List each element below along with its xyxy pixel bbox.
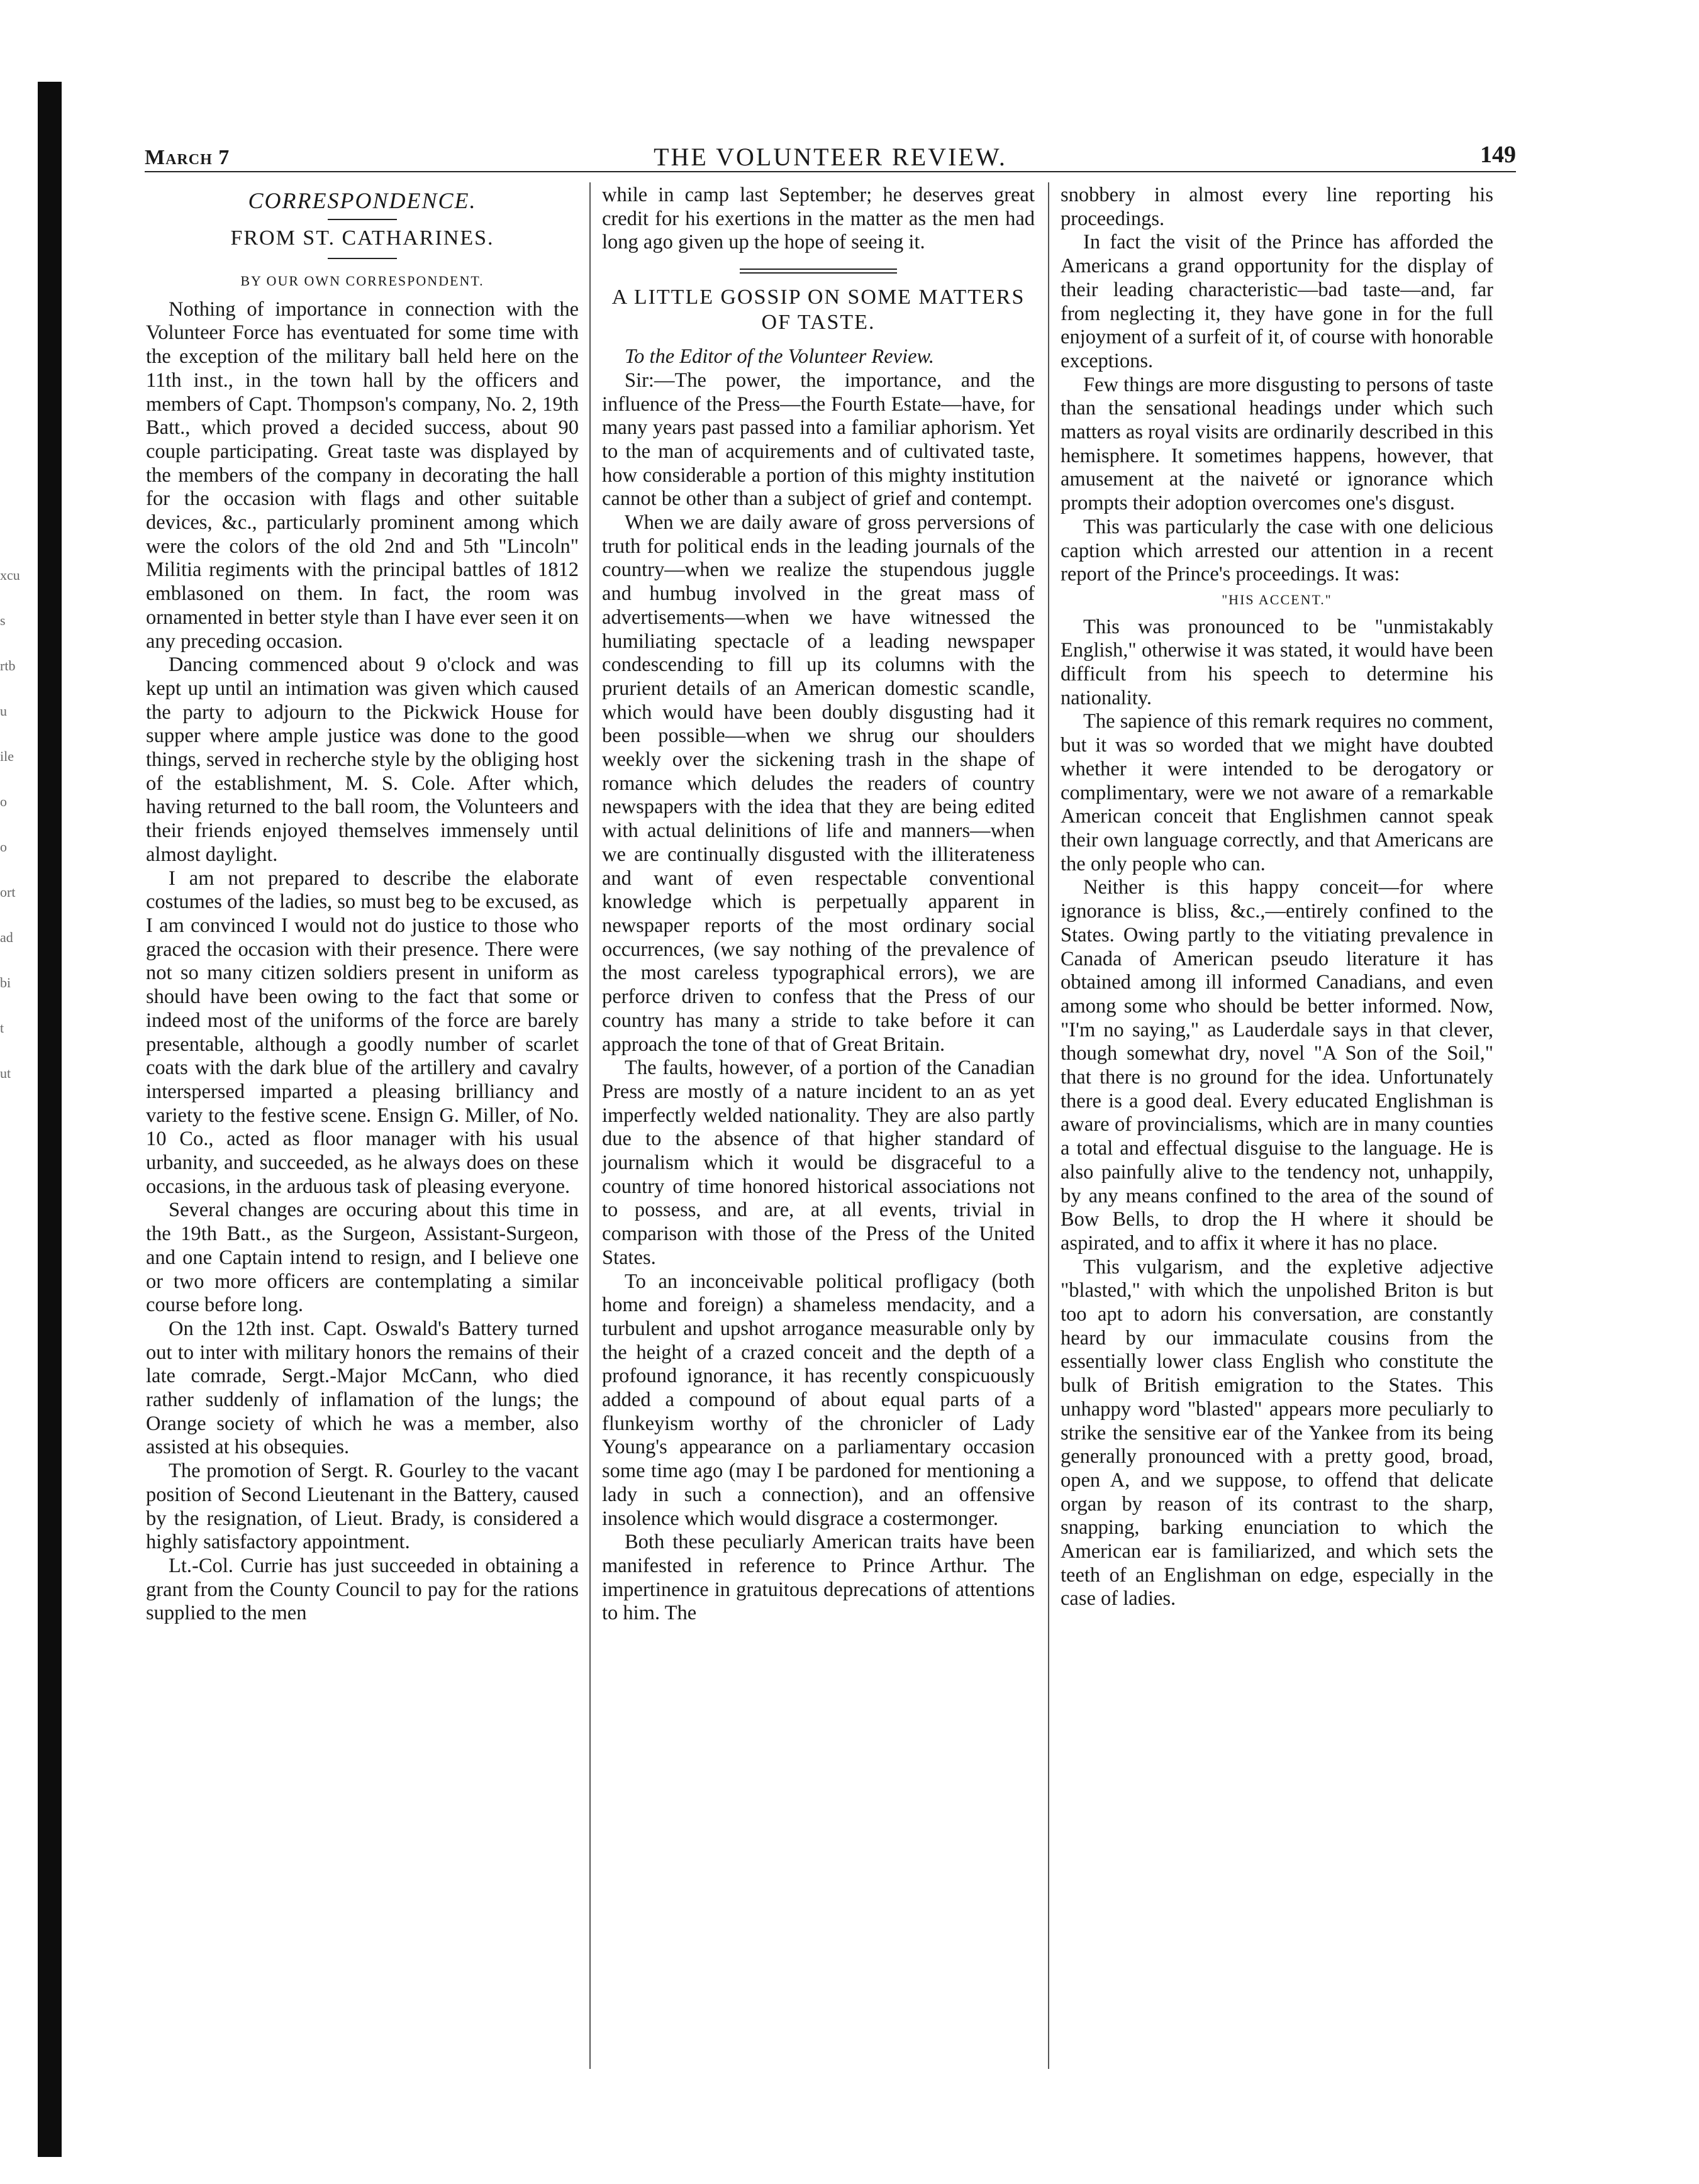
column-1 [146, 184, 579, 1626]
continued-paragraph: while in camp last September; he deserves great credit for his exertions in the matter as the men had long ago given up the hope of seeing it. [602, 184, 1035, 254]
quoted-caption: "HIS ACCENT." [1222, 591, 1332, 607]
section-title: CORRESPONDENCE. [248, 188, 477, 213]
paragraph: Several changes are occuring about this time in the 19th Batt., as the Surgeon, Assistant-Surgeon, and one Captain intend to resign, and I believe one or two more officers are contemplating a similar course before long. [146, 1199, 579, 1317]
column-divider [1048, 182, 1049, 2069]
binding-edge [38, 82, 62, 2157]
column-3 [1061, 184, 1493, 1611]
margin-fragment: ad [0, 929, 13, 945]
margin-fragment: bi [0, 975, 11, 990]
page-header [145, 138, 1516, 176]
page-number: 149 [1480, 141, 1516, 168]
title-rule [328, 219, 397, 220]
title-rule [328, 258, 397, 259]
paragraph: This vulgarism, and the expletive adjective "blasted," with which the unpolished Briton is but too apt to adorn his conversation, are constantly heard by our immaculate cousins from the essentially lower class English who constitute the bulk of British emigration to the States. This unhappy word "blasted" appears more peculiarly to strike the sensitive ear of the Yankee from its being generally pronounced with a pretty good, broad, open A, and we suppose, to offend that delicate organ by reason of its contrast to the sharp, snapping, barking enunciation to which the American ear is familiarized, and which sets the teeth of an Englishman on edge, especially in the case of ladies. [1061, 1255, 1493, 1610]
continued-paragraph: snobbery in almost every line reporting his proceedings. [1061, 184, 1493, 230]
paragraph: Neither is this happy conceit—for where ignorance is bliss, &c.,—entirely confined to the States. Owing partly to the vitiating prevalence in Canada of American pseudo literature it has obtained among ill informed Canadians, and even among some who should be better informed. Now, "I'm no saying," as Lauderdale says in that clever, though somewhat dry, novel "A Son of the Soil," that there is no ground for the idea. Unfortunately there is a good deal. Every educated Englishman is aware of provincialisms, which are in many counties a total and effectual disguise to the language. He is also painfully alive to the tendency not, unhappily, by any means confined to the area of the sound of Bow Bells, to drop the H where it should be aspirated, and to affix it where it has no place. [1061, 876, 1493, 1255]
paragraph: Nothing of importance in connection with the Volunteer Force has eventuated for some time with the exception of the military ball held here on the 11th inst., in the town hall by the officers and members of Capt. Thompson's company, No. 2, 19th Batt., which proved a decided success, about 90 couple participating. Great taste was displayed by the members of the company in decorating the hall for the occasion with flags and other suitable devices, &c., particularly prominent among which were the colors of the old 2nd and 5th "Lincoln" Militia regiments with the principal battles of 1812 emblasoned on them. In fact, the room was ornamented in better style than I have ever seen it on any preceding occasion. [146, 297, 579, 653]
margin-fragment: rtb [0, 658, 16, 673]
margin-fragment: s [0, 613, 6, 628]
section-title: A LITTLE GOSSIP ON SOME MATTERS OF TASTE. [611, 285, 1025, 335]
margin-fragment: o [0, 794, 7, 809]
paragraph: Dancing commenced about 9 o'clock and was kept up until an intimation was given which caused the party to adjourn to the Pickwick House for supper where ample justice was done to the good things, served in recherche style by the obliging host of the establishment, M. S. Cole. After which, having returned to the ball room, the Volunteers and their friends enjoyed themselves immensely until almost daylight. [146, 653, 579, 866]
issue-date: March 7 [145, 146, 230, 169]
margin-fragment: ile [0, 748, 14, 764]
column-divider [589, 182, 591, 2069]
paragraph: On the 12th inst. Capt. Oswald's Battery turned out to inter with military honors the remains of their late comrade, Sergt.-Major McCann, who died rather suddenly of inflamation of the lungs; the Orange society of which he was a member, also assisted at his obsequies. [146, 1317, 579, 1459]
margin-marks [0, 566, 38, 1509]
paragraph: The promotion of Sergt. R. Gourley to the vacant position of Second Lieutenant in the Battery, caused by the resignation, of Lieut. Brady, is considered a highly satisfactory appointment. [146, 1460, 579, 1554]
header-rule [145, 171, 1516, 172]
paragraph: In fact the visit of the Prince has afforded the Americans a grand opportunity for the display of their leading characteristic—bad taste—and, far from neglecting it, they have gone in for the full enjoyment of a surfeit of it, of course with honorable exceptions. [1061, 231, 1493, 372]
paragraph: Both these peculiarly American traits have been manifested in reference to Prince Arthur. The impertinence in gratuitous deprecations of attentions to him. The [602, 1531, 1035, 1625]
paragraph: I am not prepared to describe the elaborate costumes of the ladies, so must beg to be excused, as I am convinced I would not do justice to those who graced the occasion with their presence. There were not so many citizen soldiers present in uniform as should have been owing to the fact that some or indeed most of the uniforms of the force are barely presentable, although a goodly number of scarlet coats with the dark blue of the artillery and cavalry interspersed imparted a pleasing brilliancy and variety to the festive scene. Ensign G. Miller, of No. 10 Co., acted as floor manager with his usual urbanity, and succeeded, as he always does on these occasions, in the arduous task of pleasing everyone. [146, 867, 579, 1198]
paragraph: The sapience of this remark requires no comment, but it was so worded that we might have doubted whether it were intended to be derogatory or complimentary, were we not aware of a remarkable American conceit that Englishmen cannot speak their own language correctly, and that Americans are the only people who can. [1061, 710, 1493, 875]
paragraph: When we are daily aware of gross perversions of truth for political ends in the leading journals of the country—when we realize the stupendous juggle and humbug involved in the great mass of advertisements—when we have witnessed the humiliating spectacle of a leading newspaper condescending to fill up its columns with the prurient details of an American domestic scandle, which would have been doubly disgusting had it been possible—when we shrug our shoulders weekly over the sickening trash in the shape of romance which deludes the readers of country newspapers with the idea that they are being edited with actual delinitions of life and manners—when we are continually disgusted with the illiterateness and want of even respectable conventional knowledge which is perpetually apparent in newspaper reports of the most ordinary social occurrences, (we say nothing of the prevalence of the most careless typographical errors), we are perforce driven to confess that the Press of our country has many a stride to take before it can approach the tone of that of Great Britain. [602, 511, 1035, 1056]
publication-title: THE VOLUNTEER REVIEW. [654, 143, 1007, 171]
paragraph: This was pronounced to be "unmistakably English," otherwise it was stated, it would have been difficult from his speech to determine his nationality. [1061, 615, 1493, 709]
paragraph: The faults, however, of a portion of the Canadian Press are mostly of a nature incident to an as yet imperfectly welded nationality. They are also partly due to the absence of that higher standard of journalism which it would be disgraceful to a country of time honored historical associations not to possess, and are, at all events, trivial in comparison with those of the Press of the United States. [602, 1056, 1035, 1269]
byline: BY OUR OWN CORRESPONDENT. [240, 273, 484, 289]
paragraph: Lt.-Col. Currie has just succeeded in obtaining a grant from the County Council to pay for the rations supplied to the men [146, 1554, 579, 1625]
margin-fragment: ort [0, 884, 16, 900]
margin-fragment: u [0, 703, 7, 719]
paragraph: To an inconceivable political profligacy (both home and foreign) a shameless mendacity, and a turbulent and upshot arrogance measurable only by the height of a crazed conceit and the depth of a profound ignorance, it has recently conspicuously added a compound of about equal parts of a flunkeyism worthy of the chronicler of Lady Young's appearance on a parliamentary occasion some time ago (may I be pardoned for mentioning a lady in such a connection), and an offensive insolence which would disgrace a costermonger. [602, 1270, 1035, 1530]
paragraph: Few things are more disgusting to persons of taste than the sensational headings under which such matters as royal visits are ordinarily described in this hemisphere. It sometimes happens, however, that amusement at the naiveté or ignorance which prompts their adoption overcomes one's disgust. [1061, 373, 1493, 515]
section-separator [740, 269, 897, 274]
section-subtitle: FROM ST. CATHARINES. [230, 226, 494, 250]
column-2 [602, 184, 1035, 1626]
margin-fragment: o [0, 839, 7, 855]
margin-fragment: ut [0, 1065, 11, 1081]
salutation: To the Editor of the Volunteer Review. [625, 345, 934, 369]
paragraph: This was particularly the case with one delicious caption which arrested our attention in a recent report of the Prince's proceedings. It was: [1061, 515, 1493, 586]
margin-fragment: xcu [0, 567, 20, 583]
margin-fragment: t [0, 1020, 4, 1036]
paragraph: Sir:—The power, the importance, and the influence of the Press—the Fourth Estate—have, for many years past passed into a familiar aphorism. Yet to the man of acquirements and of cultivated taste, how considerable a portion of this mighty institution cannot be other than a subject of grief and contempt. [602, 369, 1035, 511]
